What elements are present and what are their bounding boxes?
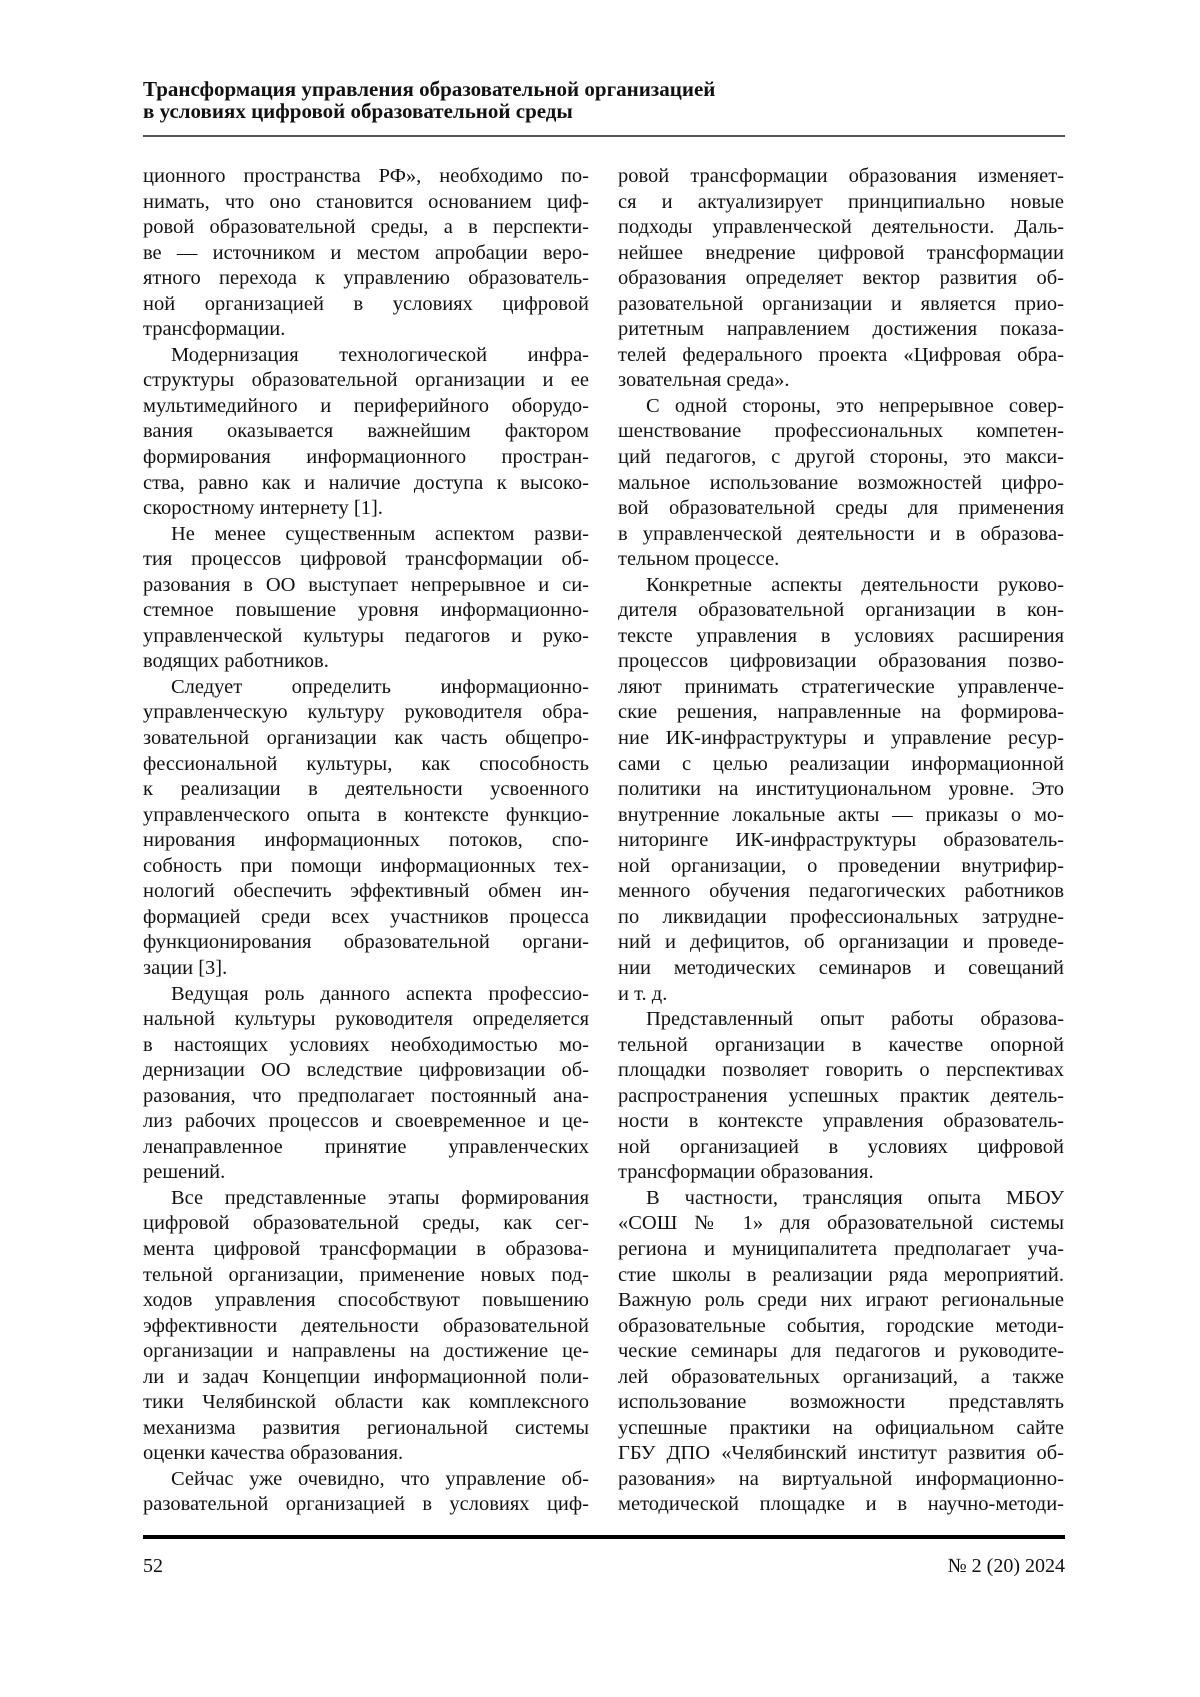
footer-divider	[143, 1535, 1065, 1539]
text-line: подходы управленческой деятельности. Даль-	[618, 215, 1064, 241]
text-line: менного обучения педагогических работников	[618, 879, 1064, 905]
text-line: «СОШ № 1» для образовательной системы	[618, 1211, 1064, 1237]
text-line: Модернизация технологической инфра-	[143, 343, 589, 369]
paragraph	[618, 394, 1064, 573]
text-line: зовательной организации как часть общепро-	[143, 726, 589, 752]
text-line: вой образовательной среды для применения	[618, 496, 1064, 522]
text-line: ности в контексте управления образователь-	[618, 1109, 1064, 1135]
right-column	[618, 164, 1064, 1518]
issue-number: № 2 (20) 2024	[948, 1555, 1065, 1578]
left-column	[143, 164, 589, 1518]
text-line: мультимедийного и периферийного оборудо-	[143, 394, 589, 420]
text-line: нейшее внедрение цифровой трансформации	[618, 241, 1064, 267]
text-line: управленческой культуры педагогов и руко-	[143, 624, 589, 650]
text-line: ляют принимать стратегические управленче-	[618, 675, 1064, 701]
text-line: Ведущая роль данного аспекта профессио-	[143, 982, 589, 1008]
text-line: тельной организации, применение новых под-	[143, 1263, 589, 1289]
text-line: в настоящих условиях необходимостью мо-	[143, 1033, 589, 1059]
text-line: нимать, что оно становится основанием циф-	[143, 190, 589, 216]
text-line: тексте управления в условиях расширения	[618, 624, 1064, 650]
page-number: 52	[143, 1555, 163, 1578]
paragraph	[618, 1007, 1064, 1186]
text-line: зовательная среда».	[618, 368, 1064, 394]
paragraph	[143, 343, 589, 522]
text-line: образовательные события, городские методи-	[618, 1314, 1064, 1340]
text-line: ческие семинары для педагогов и руководите-	[618, 1339, 1064, 1365]
text-line: в управленческой деятельности и в образова-	[618, 522, 1064, 548]
text-line: стемное повышение уровня информационно-	[143, 598, 589, 624]
text-line: ритетным направлением достижения показа-	[618, 317, 1064, 343]
text-line: политики на институциональном уровне. Это	[618, 777, 1064, 803]
text-line: фессиональной культуры, как способность	[143, 752, 589, 778]
text-line: Представленный опыт работы образова-	[618, 1007, 1064, 1033]
text-line: Сейчас уже очевидно, что управление об-	[143, 1467, 589, 1493]
text-line: формирования информационного простран-	[143, 445, 589, 471]
text-line: успешные практики на официальном сайте	[618, 1416, 1064, 1442]
text-line: ГБУ ДПО «Челябинский институт развития об-	[618, 1441, 1064, 1467]
text-line: нирования информационных потоков, спо-	[143, 828, 589, 854]
text-line: ной организацией в условиях цифровой	[143, 292, 589, 318]
text-line: В частности, трансляция опыта МБОУ	[618, 1186, 1064, 1212]
text-line: ной организацией в условиях цифровой	[618, 1135, 1064, 1161]
text-line: механизма развития региональной системы	[143, 1416, 589, 1442]
text-line: структуры образовательной организации и ее	[143, 368, 589, 394]
text-line: оценки качества образования.	[143, 1441, 589, 1467]
paragraph	[143, 1186, 589, 1467]
text-line: организации и направлены на достижение це-	[143, 1339, 589, 1365]
paragraph	[143, 675, 589, 982]
text-line: лиз рабочих процессов и своевременное и це-	[143, 1109, 589, 1135]
text-line: использование возможности представлять	[618, 1390, 1064, 1416]
text-line: распространения успешных практик деятель-	[618, 1084, 1064, 1110]
paragraph	[618, 1186, 1064, 1518]
text-line: ятного перехода к управлению образователь-	[143, 266, 589, 292]
text-line: тельном процессе.	[618, 547, 1064, 573]
text-line: нии методических семинаров и совещаний	[618, 956, 1064, 982]
text-line: тия процессов цифровой трансформации об-	[143, 547, 589, 573]
text-line: ленаправленное принятие управленческих	[143, 1135, 589, 1161]
paragraph	[143, 522, 589, 675]
text-line: дителя образовательной организации в кон-	[618, 598, 1064, 624]
text-line: С одной стороны, это непрерывное совер-	[618, 394, 1064, 420]
text-line: по ликвидации профессиональных затрудне-	[618, 905, 1064, 931]
text-line: Не менее существенным аспектом разви-	[143, 522, 589, 548]
text-line: ства, равно как и наличие доступа к высоко-	[143, 471, 589, 497]
text-line: ровой образовательной среды, а в перспекти-	[143, 215, 589, 241]
paragraph	[143, 164, 589, 343]
text-line: функционирования образовательной органи-	[143, 930, 589, 956]
text-line: Важную роль среди них играют региональные	[618, 1288, 1064, 1314]
text-line: ве — источником и местом апробации веро-	[143, 241, 589, 267]
text-line: Все представленные этапы формирования	[143, 1186, 589, 1212]
text-line: цифровой образовательной среды, как сег-	[143, 1211, 589, 1237]
text-line: сами с целью реализации информационной	[618, 752, 1064, 778]
text-line: трансформации.	[143, 317, 589, 343]
text-line: мальное использование возможностей цифро-	[618, 471, 1064, 497]
header-divider	[143, 135, 1065, 137]
paragraph	[618, 164, 1064, 394]
text-line: стие школы в реализации ряда мероприятий.	[618, 1263, 1064, 1289]
running-header	[143, 78, 1065, 122]
text-line: региона и муниципалитета предполагает уча-	[618, 1237, 1064, 1263]
text-line: разования» на виртуальной информационно-	[618, 1467, 1064, 1493]
paragraph	[143, 982, 589, 1186]
header-title-line-2: в условиях цифровой образовательной среды	[143, 100, 1065, 122]
text-line: ций педагогов, с другой стороны, это макси-	[618, 445, 1064, 471]
text-line: ний и дефицитов, об организации и проведе-	[618, 930, 1064, 956]
paragraph	[618, 573, 1064, 1007]
text-line: шенствование профессиональных компетен-	[618, 419, 1064, 445]
text-line: образования определяет вектор развития об-	[618, 266, 1064, 292]
text-line: и т. д.	[618, 982, 1064, 1008]
text-line: лей образовательных организаций, а также	[618, 1365, 1064, 1391]
text-line: ские решения, направленные на формирова-	[618, 700, 1064, 726]
text-line: ходов управления способствуют повышению	[143, 1288, 589, 1314]
text-line: скоростному интернету [1].	[143, 496, 589, 522]
text-line: процессов цифровизации образования позво-	[618, 649, 1064, 675]
text-line: тельной организации в качестве опорной	[618, 1033, 1064, 1059]
text-line: к реализации в деятельности усвоенного	[143, 777, 589, 803]
text-line: площадки позволяет говорить о перспективах	[618, 1058, 1064, 1084]
text-line: телей федерального проекта «Цифровая обра-	[618, 343, 1064, 369]
text-line: разовательной организацией в условиях циф-	[143, 1492, 589, 1518]
text-line: вания оказывается важнейшим фактором	[143, 419, 589, 445]
text-line: ной организации, о проведении внутрифир-	[618, 854, 1064, 880]
text-line: внутренние локальные акты — приказы о мо-	[618, 803, 1064, 829]
text-line: водящих работников.	[143, 649, 589, 675]
text-line: собность при помощи информационных тех-	[143, 854, 589, 880]
text-line: ние ИК-инфраструктуры и управление ресур-	[618, 726, 1064, 752]
text-line: ровой трансформации образования изменяет-	[618, 164, 1064, 190]
text-line: разовательной организации и является прио-	[618, 292, 1064, 318]
text-line: мента цифровой трансформации в образова-	[143, 1237, 589, 1263]
text-line: управленческого опыта в контексте функцио-	[143, 803, 589, 829]
text-line: трансформации образования.	[618, 1160, 1064, 1186]
text-line: зации [3].	[143, 956, 589, 982]
text-line: ционного пространства РФ», необходимо по-	[143, 164, 589, 190]
text-line: разования, что предполагает постоянный ана-	[143, 1084, 589, 1110]
text-line: разования в ОО выступает непрерывное и си-	[143, 573, 589, 599]
text-line: нологий обеспечить эффективный обмен ин-	[143, 879, 589, 905]
text-line: эффективности деятельности образовательной	[143, 1314, 589, 1340]
text-line: нальной культуры руководителя определяется	[143, 1007, 589, 1033]
text-line: методической площадке и в научно-методи-	[618, 1492, 1064, 1518]
text-line: дернизации ОО вследствие цифровизации об-	[143, 1058, 589, 1084]
text-line: решений.	[143, 1160, 589, 1186]
text-line: ли и задач Концепции информационной поли-	[143, 1365, 589, 1391]
text-line: управленческую культуру руководителя обра-	[143, 700, 589, 726]
paragraph	[143, 1467, 589, 1518]
header-title-line-1: Трансформация управления образовательной организацией	[143, 78, 1065, 100]
text-line: ся и актуализирует принципиально новые	[618, 190, 1064, 216]
text-line: тики Челябинской области как комплексного	[143, 1390, 589, 1416]
text-line: формацией среди всех участников процесса	[143, 905, 589, 931]
text-line: ниторинге ИК-инфраструктуры образователь-	[618, 828, 1064, 854]
text-line: Конкретные аспекты деятельности руково-	[618, 573, 1064, 599]
text-line: Следует определить информационно-	[143, 675, 589, 701]
